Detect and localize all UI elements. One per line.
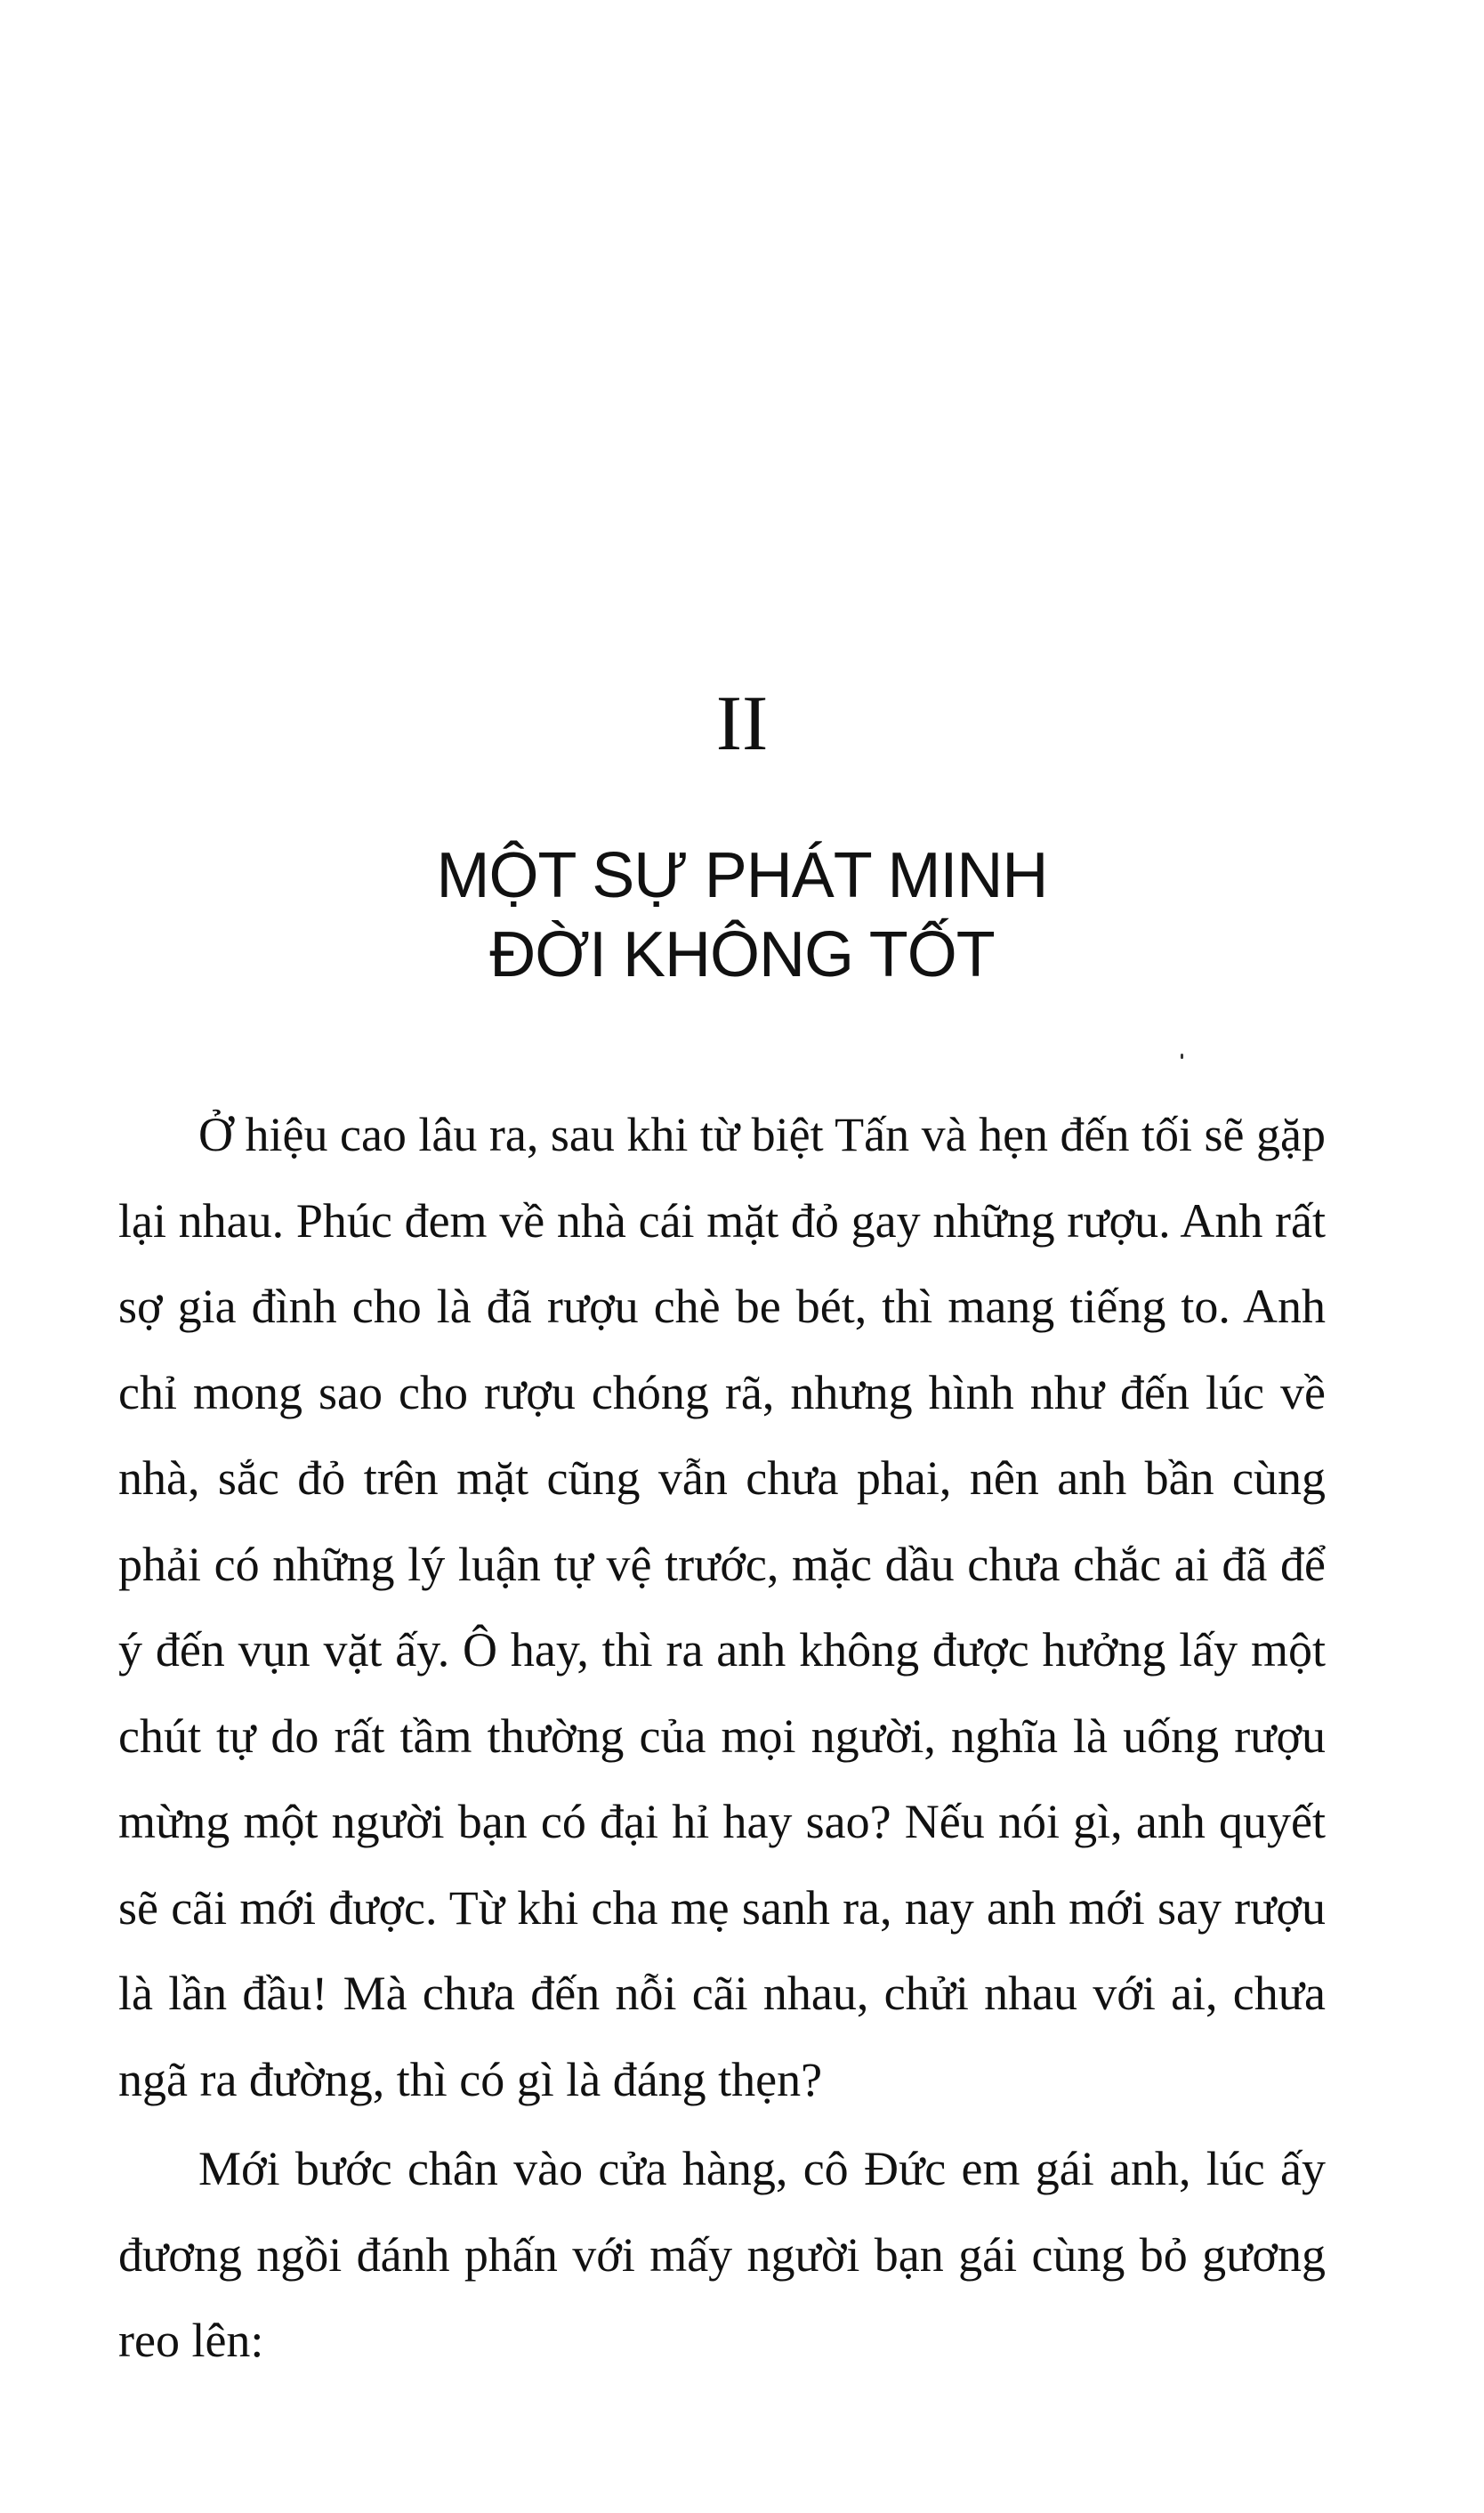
body-text [118, 1092, 1326, 2384]
chapter-title-line-2: ĐỜI KHÔNG TỐT [489, 919, 995, 991]
stray-ink-mark [1181, 1054, 1183, 1059]
chapter-title-line-1: MỘT SỰ PHÁT MINH [436, 840, 1048, 911]
chapter-number: II [715, 681, 769, 767]
paragraph-2: Mới bước chân vào cửa hàng, cô Đức em gái anh, lúc ấy đương ngồi đánh phấn với mấy người bạn gái cùng bỏ gương reo lên: [118, 2142, 1326, 2367]
chapter-title [0, 836, 1484, 996]
paragraph-1: Ở hiệu cao lâu ra, sau khi từ biệt Tấn và hẹn đến tối sẽ gặp lại nhau. Phúc đem về nhà cái mặt đỏ gay những rượu. Anh rất sợ gia đình cho là đã rượu chè be bét, thì mang tiếng to. Anh chỉ mong sao cho rượu chóng rã, nhưng hình như đến lúc về nhà, sắc đỏ trên mặt cũng vẫn chưa phai, nên anh bần cùng phải có những lý luận tự vệ trước, mặc dầu chưa chắc ai đã để ý đến vụn vặt ấy. Ô hay, thì ra anh không được hưởng lấy một chút tự do rất tầm thường của mọi người, nghĩa là uống rượu mừng một người bạn có đại hỉ hay sao? Nếu nói gì, anh quyết sẽ cãi mới được. Từ khi cha mẹ sanh ra, nay anh mới say rượu là lần đầu! Mà chưa đến nỗi cãi nhau, chửi nhau với ai, chưa ngã ra đường, thì có gì là đáng thẹn? [118, 1108, 1326, 2106]
